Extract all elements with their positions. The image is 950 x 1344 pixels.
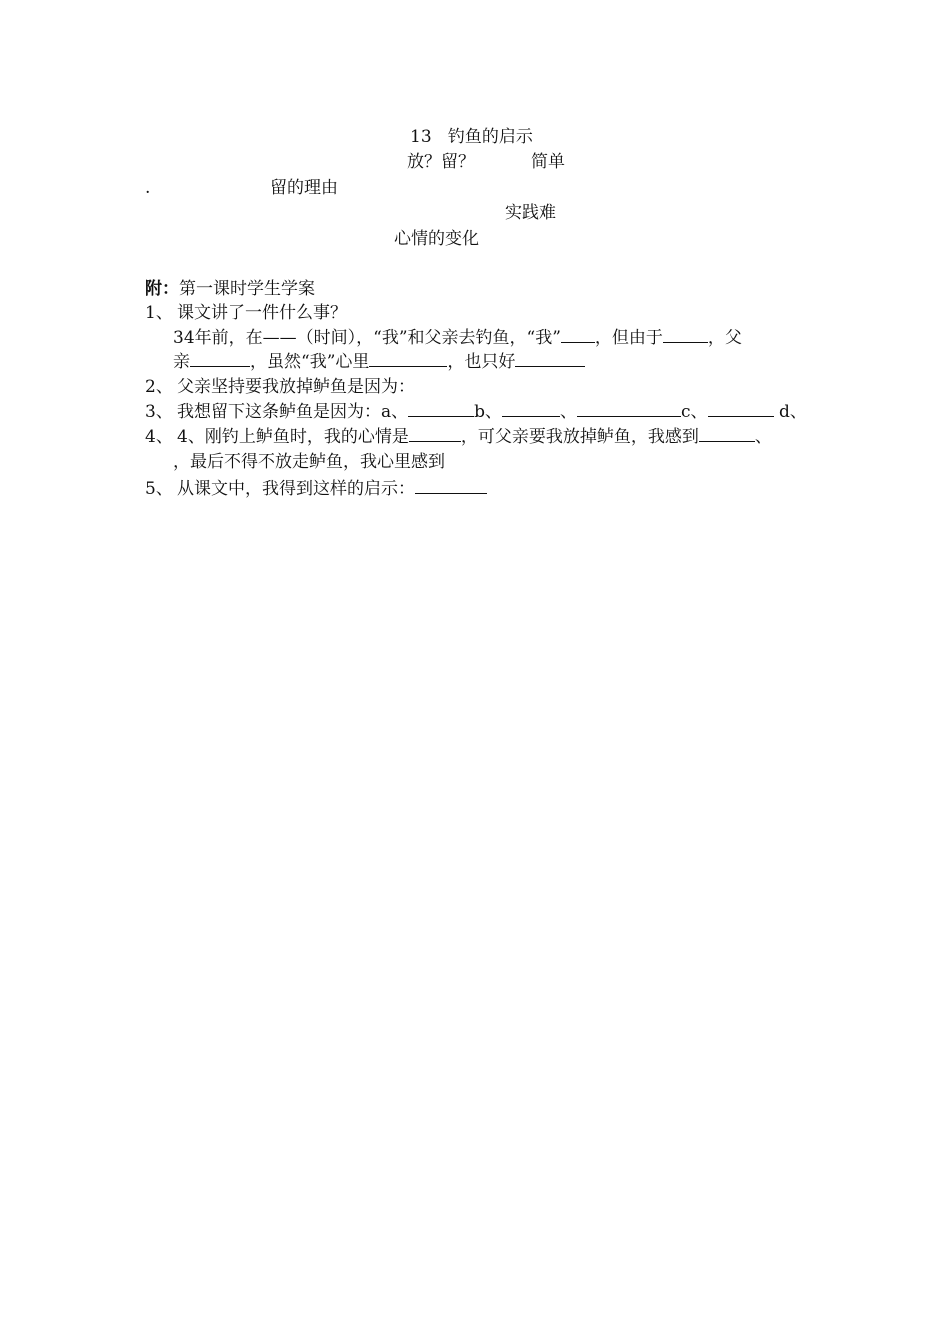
answer-blank[interactable]	[190, 351, 250, 367]
answer-blank[interactable]	[415, 478, 487, 494]
question-number: 1、	[145, 303, 173, 323]
answer-blank[interactable]	[561, 327, 595, 343]
appendix-label: 附：	[145, 279, 179, 299]
question-number: 2、	[145, 377, 173, 397]
page-title	[410, 126, 533, 148]
diagram-reason: 留的理由	[270, 178, 338, 198]
appendix-title: 第一课时学生学案	[179, 279, 315, 299]
diagram-right-top: 简单	[531, 152, 565, 172]
question-text: 课文讲了一件什么事？	[177, 303, 347, 323]
appendix-header	[145, 278, 315, 300]
answer-blank[interactable]	[502, 401, 560, 417]
question-3: 3、 我想留下这条鲈鱼是因为：a、 b、 、 c、 d、	[145, 402, 807, 422]
diagram-question: 放？留？	[407, 152, 475, 172]
question-number: 3、	[145, 402, 173, 422]
diagram-right-bottom: 实践难	[505, 203, 556, 223]
diagram-dot: .	[145, 178, 151, 198]
question-4-line-2: ，最后不得不放走鲈鱼，我心里感到	[173, 452, 445, 472]
question-1-line-1: 34年前，在——（时间），“我”和父亲去钓鱼，“我” ，但由于 ，父	[173, 328, 742, 348]
answer-blank[interactable]	[515, 351, 585, 367]
question-number: 4、	[145, 427, 173, 447]
question-5	[145, 478, 487, 500]
question-1-line-2: 亲 ，虽然“我”心里 ，也只好	[173, 351, 585, 373]
question-1	[145, 302, 347, 324]
lesson-title: 钓鱼的启示	[447, 127, 533, 147]
question-number: 5、	[145, 479, 173, 499]
answer-blank[interactable]	[708, 401, 774, 417]
answer-blank[interactable]	[663, 327, 708, 343]
diagram-mood: 心情的变化	[394, 229, 479, 249]
answer-blank[interactable]	[369, 351, 447, 367]
question-2	[145, 376, 415, 398]
answer-blank[interactable]	[699, 426, 755, 442]
answer-blank[interactable]	[409, 426, 461, 442]
question-text: 从课文中，我得到这样的启示：	[177, 479, 415, 499]
question-4: 4、 4、刚钓上鲈鱼时，我的心情是 ，可父亲要我放掉鲈鱼，我感到 、	[145, 427, 772, 447]
answer-blank[interactable]	[577, 401, 681, 417]
lesson-number: 13	[410, 127, 432, 147]
answer-blank[interactable]	[408, 401, 474, 417]
question-text: 父亲坚持要我放掉鲈鱼是因为：	[177, 377, 415, 397]
